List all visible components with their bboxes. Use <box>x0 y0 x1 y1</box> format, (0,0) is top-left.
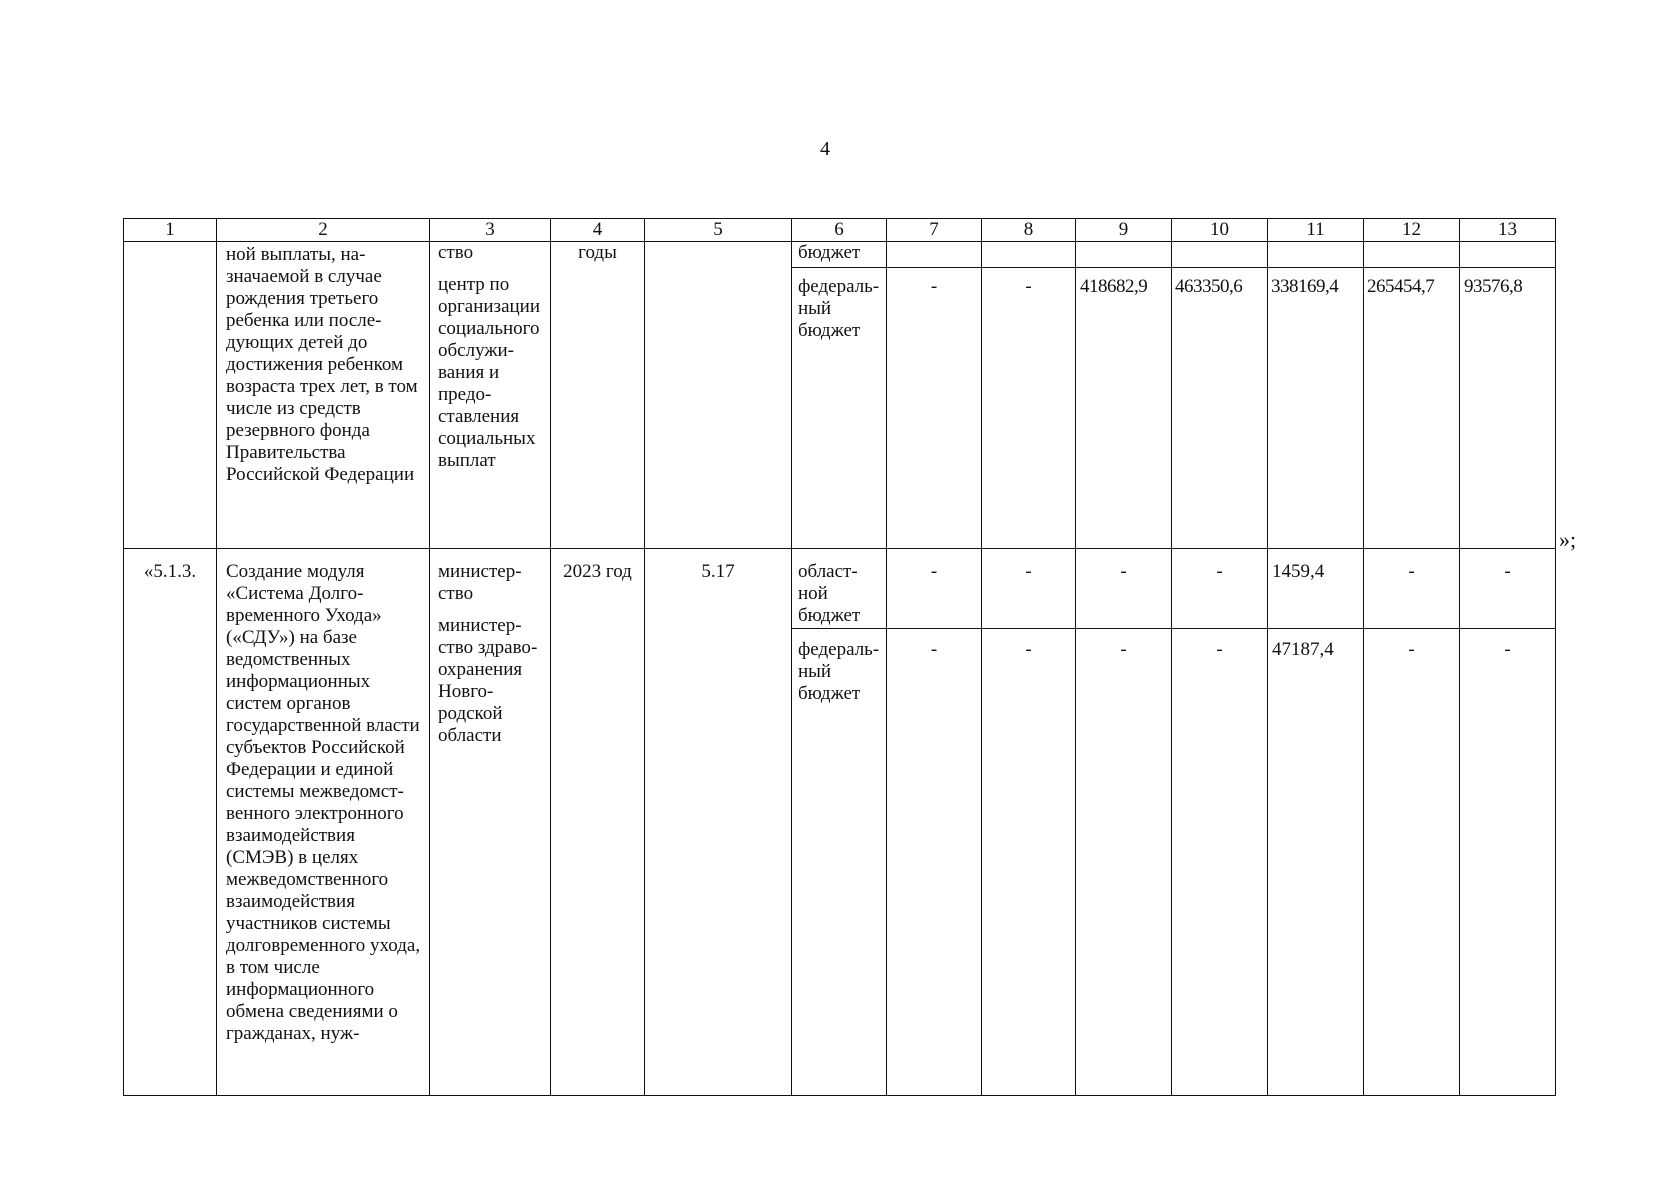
cell-period: 2023 год <box>551 549 645 1096</box>
page-number: 4 <box>820 138 830 160</box>
cell-value <box>1364 242 1460 268</box>
cell-budget-source: федеральный бюджет <box>792 629 887 1096</box>
cell-period: годы <box>551 242 645 549</box>
col-header: 8 <box>982 219 1076 242</box>
cell-executor <box>430 242 551 549</box>
col-header: 2 <box>217 219 430 242</box>
cell-value: - <box>1460 629 1556 1096</box>
cell-value: 93576,8 <box>1460 268 1556 549</box>
cell-value: - <box>887 629 982 1096</box>
col-header: 1 <box>124 219 217 242</box>
cell-value: 1459,4 <box>1268 549 1364 629</box>
cell-value: 418682,9 <box>1076 268 1172 549</box>
executor-text: центр по организации социального обслуживания и предоставления социальных выплат <box>438 274 541 471</box>
cell-value: 463350,6 <box>1172 268 1268 549</box>
table-row <box>124 549 1556 629</box>
executor-text: ство <box>438 242 474 263</box>
col-header: 5 <box>645 219 792 242</box>
cell-value: - <box>982 549 1076 629</box>
cell-value: - <box>1076 549 1172 629</box>
cell-value: - <box>982 629 1076 1096</box>
cell-budget-source: федеральный бюджет <box>792 268 887 549</box>
cell-value <box>1460 242 1556 268</box>
col-header: 7 <box>887 219 982 242</box>
cell-executor <box>430 549 551 1096</box>
cell-code: «5.1.3. <box>124 549 217 1096</box>
cell-value: 47187,4 <box>1268 629 1364 1096</box>
col-header: 12 <box>1364 219 1460 242</box>
cell-value: - <box>887 549 982 629</box>
executor-text: министерство <box>438 561 522 604</box>
column-header-row <box>124 219 1556 242</box>
col-header: 3 <box>430 219 551 242</box>
cell-value <box>1172 242 1268 268</box>
cell-value <box>887 242 982 268</box>
cell-measure-name: Создание модуля «Система Долговременного Ухода» («СДУ») на базе ведомственных информационных систем органов государственной власти субъектов Российской Федерации и единой системы межведомственного электронного взаимодействия (СМЭВ) в целях межведомственного взаимодействия участников системы долговременного ухода, в том числе информационного обмена сведениями о гражданах, нуж- <box>217 549 430 1096</box>
cell-value: - <box>1364 549 1460 629</box>
cell-value: 265454,7 <box>1364 268 1460 549</box>
col-header: 4 <box>551 219 645 242</box>
executor-text: министерство здравоохранения Новгородской области <box>438 615 538 746</box>
cell-value: - <box>982 268 1076 549</box>
cell-measure-name: ной выплаты, назначаемой в случае рождения третьего ребенка или последующих детей до достижения ребенком возраста трех лет, в том числе из средств резервного фонда Правительства Российской Федерации <box>217 242 430 549</box>
cell-empty <box>124 242 217 549</box>
cell-value: - <box>1172 629 1268 1096</box>
col-header: 13 <box>1460 219 1556 242</box>
cell-value: - <box>1172 549 1268 629</box>
cell-value: - <box>887 268 982 549</box>
closing-quote-mark: »; <box>1559 527 1577 552</box>
cell-value: - <box>1460 549 1556 629</box>
cell-value: 338169,4 <box>1268 268 1364 549</box>
cell-value <box>1268 242 1364 268</box>
cell-value <box>1076 242 1172 268</box>
cell-budget-source: бюджет <box>792 242 887 268</box>
col-header: 6 <box>792 219 887 242</box>
cell-indicator <box>645 242 792 549</box>
cell-indicator: 5.17 <box>645 549 792 1096</box>
program-table <box>123 218 1556 1096</box>
col-header: 10 <box>1172 219 1268 242</box>
col-header: 9 <box>1076 219 1172 242</box>
cell-budget-source: областной бюджет <box>792 549 887 629</box>
cell-value: - <box>1364 629 1460 1096</box>
table-row <box>124 242 1556 268</box>
cell-value <box>982 242 1076 268</box>
col-header: 11 <box>1268 219 1364 242</box>
cell-value: - <box>1076 629 1172 1096</box>
